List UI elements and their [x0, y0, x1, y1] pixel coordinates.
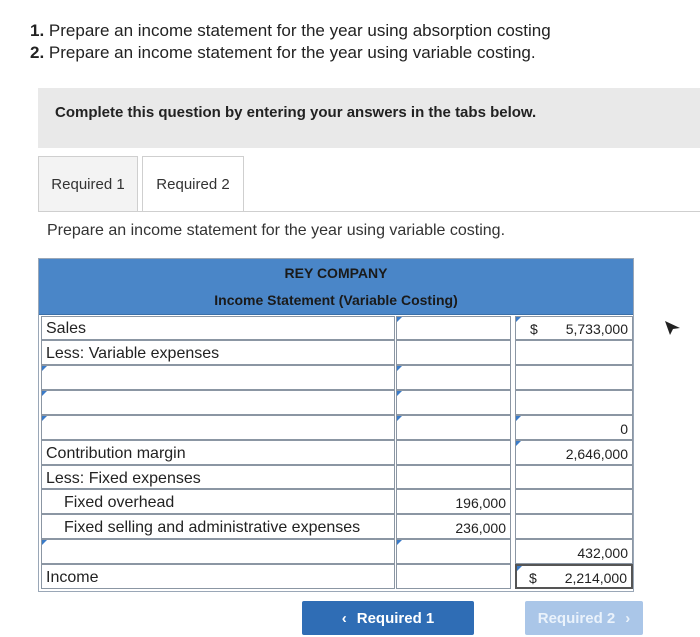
variable-heading-right[interactable]	[515, 340, 633, 365]
less-fixed-label: Less: Fixed expenses	[46, 470, 201, 487]
fixed-heading-right[interactable]	[515, 465, 633, 489]
dropdown-marker-icon	[516, 441, 521, 446]
chevron-left-icon: ‹	[341, 609, 347, 627]
instruction-1: 1. Prepare an income statement for the year using absorption costing	[30, 21, 551, 40]
fixed-sga-amount: 236,000	[455, 520, 506, 536]
variable-expense-3-label[interactable]	[41, 415, 395, 440]
dropdown-marker-icon	[397, 391, 402, 396]
fixed-heading-cell[interactable]	[41, 465, 395, 489]
tab-panel-divider	[38, 211, 700, 212]
dropdown-marker-icon	[42, 391, 47, 396]
variable-total-input[interactable]	[515, 415, 633, 440]
fixed-total-input[interactable]	[515, 539, 633, 564]
dropdown-marker-icon	[397, 366, 402, 371]
income-label: Income	[46, 569, 99, 586]
fixed-overhead-amount: 196,000	[455, 495, 506, 511]
income-amount: 2,214,000	[564, 570, 627, 586]
variable-expense-2-right[interactable]	[515, 390, 633, 415]
sales-label-cell[interactable]	[41, 316, 395, 340]
prev-button-label: Required 1	[356, 609, 435, 627]
sales-amount-input[interactable]	[515, 316, 633, 340]
tab-required-1[interactable]: Required 1	[38, 156, 138, 212]
dropdown-marker-icon	[516, 317, 521, 322]
contribution-label-cell[interactable]	[41, 440, 395, 465]
statement-header	[39, 259, 633, 315]
sales-dollar-sign: $	[530, 321, 538, 337]
fixed-overhead-label: Fixed overhead	[64, 494, 175, 511]
variable-expense-1-right[interactable]	[515, 365, 633, 390]
instructions	[30, 20, 551, 64]
income-mid[interactable]	[396, 564, 511, 589]
fixed-total-amount: 432,000	[577, 545, 628, 561]
dropdown-marker-icon	[42, 540, 47, 545]
dropdown-marker-icon	[42, 366, 47, 371]
company-name: REY COMPANY	[284, 265, 388, 281]
fixed-sga-right[interactable]	[515, 514, 633, 539]
contribution-amount: 2,646,000	[565, 446, 628, 462]
less-variable-label: Less: Variable expenses	[46, 345, 220, 362]
question-prompt: Prepare an income statement for the year using variable costing.	[47, 222, 506, 239]
dropdown-marker-icon	[397, 540, 402, 545]
variable-expense-2-label[interactable]	[41, 390, 395, 415]
contribution-mid[interactable]	[396, 440, 511, 465]
fixed-overhead-right[interactable]	[515, 489, 633, 514]
sales-mid-input[interactable]	[396, 316, 511, 340]
income-label-cell[interactable]	[41, 564, 395, 589]
variable-total-amount: 0	[620, 421, 628, 437]
variable-expense-1-input[interactable]	[396, 365, 511, 390]
dropdown-marker-icon	[397, 416, 402, 421]
income-dollar-sign: $	[529, 570, 537, 586]
instruction-2: 2. Prepare an income statement for the year using variable costing.	[30, 43, 536, 62]
sales-label: Sales	[46, 320, 87, 337]
dropdown-marker-icon	[516, 416, 521, 421]
fixed-expense-3-input[interactable]	[396, 539, 511, 564]
fixed-sga-label-cell[interactable]	[41, 514, 395, 539]
variable-expense-3-input[interactable]	[396, 415, 511, 440]
prev-required-1-button[interactable]	[302, 601, 474, 635]
variable-heading-mid[interactable]	[396, 340, 511, 365]
fixed-heading-mid[interactable]	[396, 465, 511, 489]
statement-title: Income Statement (Variable Costing)	[214, 292, 458, 308]
fixed-overhead-input[interactable]	[396, 489, 511, 514]
banner-text: Complete this question by entering your answers in the tabs below.	[55, 104, 537, 121]
fixed-expense-3-label[interactable]	[41, 539, 395, 564]
chevron-right-icon: ›	[625, 609, 631, 627]
variable-heading-cell[interactable]	[41, 340, 395, 365]
variable-expense-1-label[interactable]	[41, 365, 395, 390]
dropdown-marker-icon	[42, 416, 47, 421]
sales-amount: 5,733,000	[565, 321, 628, 337]
next-required-2-button[interactable]	[525, 601, 643, 635]
dropdown-marker-icon	[517, 566, 522, 571]
dropdown-marker-icon	[397, 317, 402, 322]
tab-required-2[interactable]: Required 2	[142, 156, 244, 212]
income-statement	[38, 258, 634, 592]
contribution-amount-input[interactable]	[515, 440, 633, 465]
next-button-label: Required 2	[537, 609, 616, 627]
fixed-overhead-label-cell[interactable]	[41, 489, 395, 514]
variable-expense-2-input[interactable]	[396, 390, 511, 415]
instruction-banner	[38, 88, 700, 148]
mouse-cursor-icon	[664, 320, 682, 336]
fixed-sga-label: Fixed selling and administrative expenses	[64, 519, 361, 536]
contribution-label: Contribution margin	[46, 445, 186, 462]
income-amount-input[interactable]	[515, 564, 633, 589]
fixed-sga-input[interactable]	[396, 514, 511, 539]
